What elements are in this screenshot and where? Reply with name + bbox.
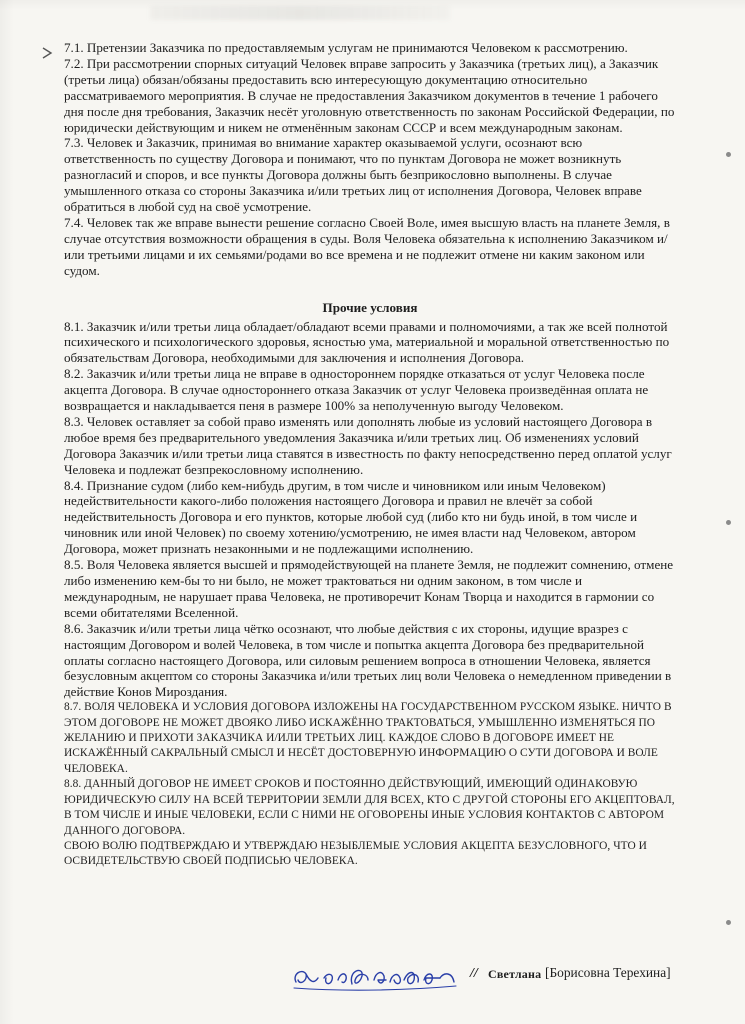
clause-8-4: 8.4. Признание судом (либо кем-нибудь другим, в том числе и чиновником или иным Человеком) недействительности какого-либо положения настоящего Договора и правил не влечёт за собой недействительность Договора и его пунктов, которые любой суд (либо кто ни будь иной, в том числе и чиновник или иной Человек) по своему хотению/усмотрению, не имея власти над Человеком, автором Договора, может признать незаконными и не подлежащими исполнению. [64, 477, 638, 557]
clause-7-3: 7.3. Человек и Заказчик, принимая во внимание характер оказываемой услуги, осознают всю ответственность по существу Договора и понимают, что по пунктам Договора не может возникнуть разногласий и споров, и все пункты Договора должны быть безприкословно выполнены. В случае умышленного отказа со стороны Заказчика и/или третьих лиц от исполнения Договора, Человек вправе обратиться в любой суд на своё усмотрение. [64, 135, 642, 215]
clause-8-8: 8.8. ДАННЫЙ ДОГОВОР НЕ ИМЕЕТ СРОКОВ И ПОСТОЯННО ДЕЙСТВУЮЩИЙ, ИМЕЮЩИЙ ОДИНАКОВУЮ ЮРИДИЧЕСКУЮ СИЛУ НА ВСЕЙ ТЕРРИТОРИИ ЗЕМЛИ ДЛЯ ВСЕХ, КТО С ДРУГОЙ СТОРОНЫ ЕГО АКЦЕПТОВАЛ, В ТОМ ЧИСЛЕ И ИНЫЕ ЧЕЛОВЕКИ, ЕСЛИ С НИМИ НЕ ОГОВОРЕНЫ ИНЫЕ УСЛОВИЯ КОНТАКТОВ С АВТОРОМ ДАННОГО ДОГОВОРА. [64, 778, 675, 837]
scan-edge-dot [726, 920, 731, 925]
clause-7-4: 7.4. Человек так же вправе вынести решение согласно Своей Воле, имея высшую власть на планете Земля, в случае отсутствия возможности обращения в суды. Воля Человека обязательна к исполнению Заказчиком и/или третьими лицами и их семьями/родами во все времена и не подлежит отмене ни каким законом или судом. [64, 214, 670, 278]
handwritten-signature [290, 958, 460, 994]
scan-edge-dot [726, 152, 731, 157]
signature-block [290, 958, 710, 998]
clause-8-1: 8.1. Заказчик и/или третьи лица обладает/обладают всеми правами и полномочиями, а так же всей полнотой психического и психологического здоровья, ясностью ума, материальной и моральной ответственностью по обязательствам Договора, необходимыми для заключения и исполнения Договора. [64, 318, 670, 366]
clause-8-6: 8.6. Заказчик и/или третьи лица чётко осознают, что любые действия с их стороны, идущие вразрез с настоящим Договором и волей Человека, в том числе и попытка акцепта Договора без предварительной оплаты согласно настоящего Договора, или силовым решением вопроса в отношении Человека, является безусловным акцептом со стороны Заказчика и/или третьих лиц воли Человека о немедленном приведении в действие Конов Мироздания. [64, 620, 672, 700]
confirmation-statement: СВОЮ ВОЛЮ ПОДТВЕРЖДАЮ И УТВЕРЖДАЮ НЕЗЫБЛЕМЫЕ УСЛОВИЯ АКЦЕПТА БЕЗУСЛОВНОГО, ЧТО И ОСВИДЕТЕЛЬСТВУЮ СВОЕЙ ПОДПИСЬЮ ЧЕЛОВЕКА. [64, 839, 647, 868]
clause-8-5: 8.5. Воля Человека является высшей и прямодействующей на планете Земля, не подлежит сомнению, отмене либо изменению кем-бы то ни было, не может трактоваться ни одним законом, в том числе и международным, не нарушает права Человека, не противоречит Конам Творца и находится в гармонии со всеми обитателями Вселенной. [64, 557, 674, 620]
signatory-first-name: Светлана [488, 967, 542, 981]
signature-separator: // [470, 966, 478, 981]
clause-7-2: 7.2. При рассмотрении спорных ситуаций Человек вправе запросить у Заказчика (третьих лиц), а Заказчик (третьи лица) обязан/обязаны предоставить всю интересующую документацию относительно рассматриваемого мероприятия. В случае не предоставления Заказчиком документов в течение 1 рабочего дня после дня требования, Заказчик несёт уголовную ответственность по законам Российской Федерации, по юридически действующим и никем не отменённым законам СССР и всем международным законам. [64, 55, 675, 135]
clause-8-7: 8.7. ВОЛЯ ЧЕЛОВЕКА И УСЛОВИЯ ДОГОВОРА ИЗЛОЖЕНЫ НА ГОСУДАРСТВЕННОМ РУССКОМ ЯЗЫКЕ. НИЧТО В ЭТОМ ДОГОВОРЕ НЕ МОЖЕТ ДВОЯКО ЛИБО ИСКАЖЁННО ТРАКТОВАТЬСЯ, УМЫШЛЕННО ИЗМЕНЯТЬСЯ ПО ЖЕЛАНИЮ И ПРИХОТИ ЗАКАЗЧИКА И/ИЛИ ТРЕТЬИХ ЛИЦ. КАЖДОЕ СЛОВО В ДОГОВОРЕ ИМЕЕТ НЕ ИСКАЖЁННЫЙ САКРАЛЬНЫЙ СМЫСЛ И НЕСЁТ ДОСТОВЕРНУЮ ИНФОРМАЦИЮ О СУТИ ДОГОВОРА И ВОЛЕ ЧЕЛОВЕКА. [64, 701, 672, 775]
signatory-full-name: [Борисовна Терехина] [545, 965, 671, 980]
punch-hole-mark [40, 46, 54, 60]
scan-edge-dot [726, 520, 731, 525]
section-heading-other-terms: Прочие условия [322, 299, 418, 315]
section-spacer [64, 279, 676, 294]
clause-7-1: 7.1. Претензии Заказчика по предоставляемым услугам не принимаются Человеком к рассмотрению. [64, 40, 628, 55]
scan-bleed-through [150, 6, 450, 20]
clause-8-3: 8.3. Человек оставляет за собой право изменять или дополнять любые из условий настоящего Договора в любое время без предварительного уведомления Заказчика и/или третьих лиц. Об изменениях условий Договора Заказчик и/или третьи лица ставятся в известность по факту непосредственно перед оплатой услуг Человека и подлежат безпрекословному исполнению. [64, 413, 672, 477]
clause-8-2: 8.2. Заказчик и/или третьи лица не вправе в одностороннем порядке отказаться от услуг Человека после акцепта Договора. В случае одностороннего отказа Заказчик от услуг Человека произведённая оплата не возвращается и накладывается пеня в размере 100% за неполученную выгоду Человеком. [64, 366, 649, 414]
contract-body [64, 40, 676, 870]
